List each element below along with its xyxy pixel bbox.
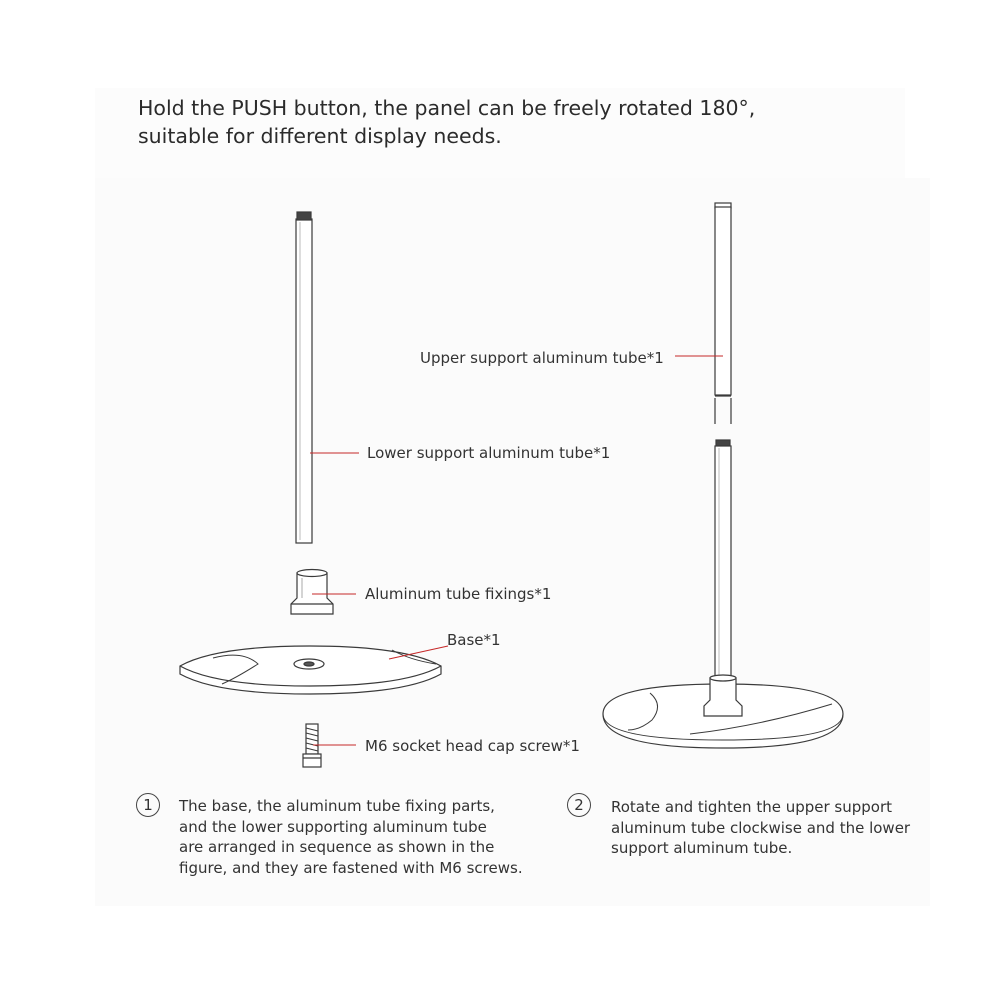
assembled-base-drawing bbox=[603, 675, 843, 748]
label-base: Base*1 bbox=[447, 631, 501, 649]
upper-tube-drawing bbox=[715, 203, 731, 424]
step-2-number: 2 bbox=[567, 793, 591, 817]
step-1-line-3: are arranged in sequence as shown in the bbox=[179, 838, 495, 856]
step-2-line-1: Rotate and tighten the upper support bbox=[611, 798, 893, 816]
step-2-line-2: aluminum tube clockwise and the lower bbox=[611, 818, 911, 837]
step-1-number: 1 bbox=[136, 793, 160, 817]
assembled-lower-tube-drawing bbox=[715, 440, 731, 678]
step-1-line-2: and the lower supporting aluminum tube bbox=[179, 817, 487, 836]
label-fixings: Aluminum tube fixings*1 bbox=[365, 585, 552, 603]
step-1-line-1: The base, the aluminum tube fixing parts, bbox=[179, 797, 495, 815]
label-screw: M6 socket head cap screw*1 bbox=[365, 737, 580, 755]
step-1-text bbox=[179, 796, 523, 878]
step-2-text bbox=[611, 797, 910, 859]
step-1-line-4: figure, and they are fastened with M6 screws. bbox=[179, 858, 523, 877]
tube-fixing-drawing bbox=[291, 570, 333, 615]
heading-line-1: Hold the PUSH button, the panel can be freely rotated 180°, bbox=[138, 96, 756, 120]
label-upper-tube: Upper support aluminum tube*1 bbox=[420, 349, 664, 367]
lower-tube-drawing bbox=[296, 212, 312, 543]
step-2-line-3: support aluminum tube. bbox=[611, 839, 793, 857]
heading-line-2: suitable for different display needs. bbox=[138, 124, 502, 148]
label-lower-tube: Lower support aluminum tube*1 bbox=[367, 444, 611, 462]
base-drawing bbox=[180, 646, 441, 694]
